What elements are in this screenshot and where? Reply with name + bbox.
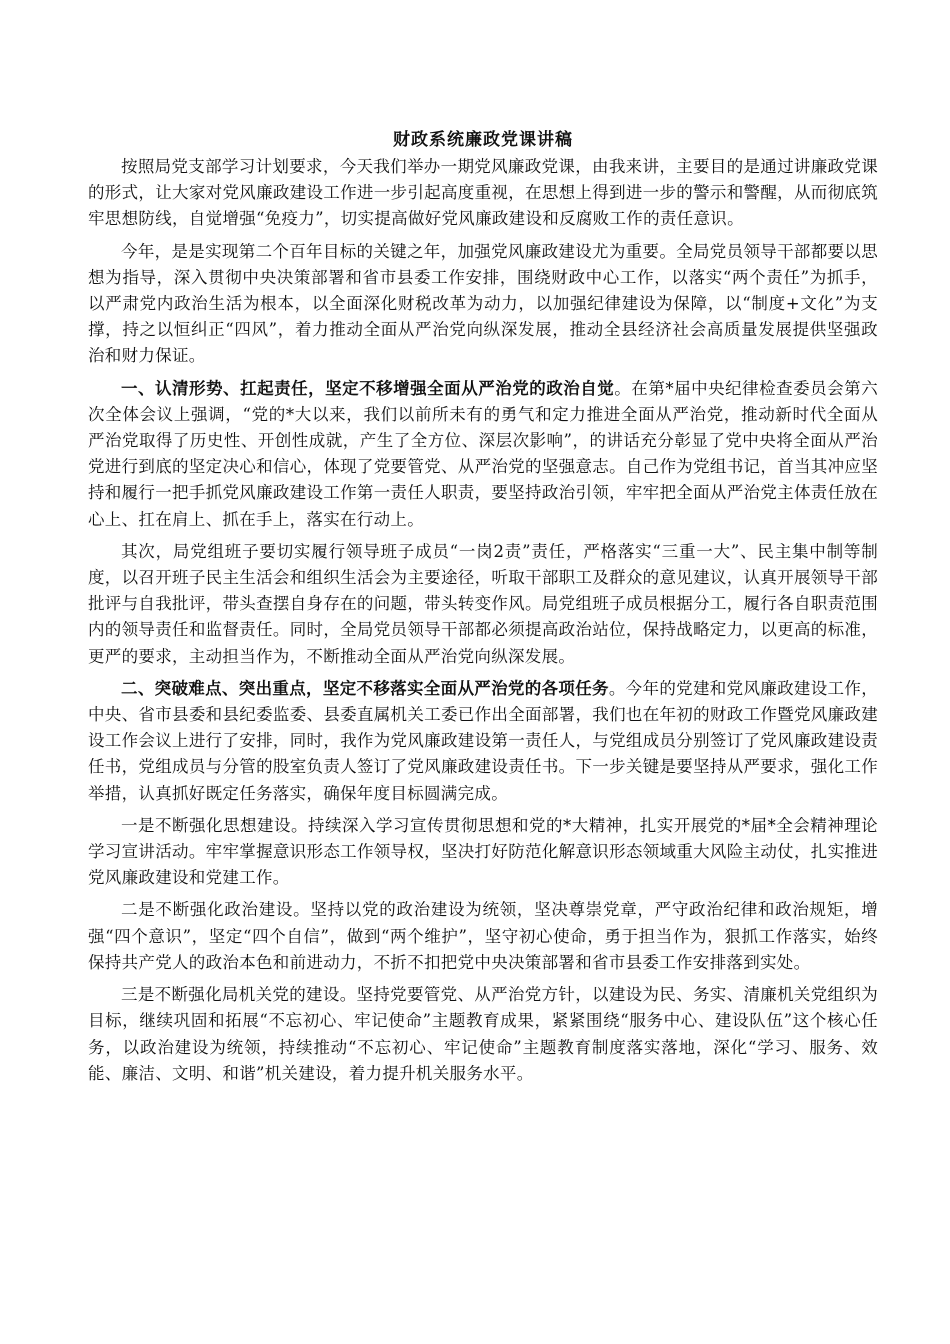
paragraph-text: 一是不断强化思想建设。持续深入学习宣传贯彻思想和党的*大精神，扎实开展党的*届*全会精神理论学习宣讲活动。牢牢掌握意识形态工作领导权，坚决打好防范化解意识形态领域重大风险主动仗，扎实推进党风廉政建设和党建工作。 <box>88 815 878 888</box>
paragraph-text: 。在第*届中央纪律检查委员会第六次全体会议上强调，“党的*大以来，我们以前所未有的勇气和定力推进全面从严治党，推动新时代全面从严治党取得了历史性、开创性成就，产生了全方位、深层次影响”，的讲话充分彰显了党中央将全面从严治党进行到底的坚定决心和信心，体现了党要管党、从严治党的坚强意志。自己作为党组书记，首当其冲应坚持和履行一把手抓党风廉政建设工作第一责任人职责，要坚持政治引领，牢牢把全面从严治党主体责任放在心上、扛在肩上、抓在手上，落实在行动上。 <box>88 378 878 529</box>
paragraph-section-one <box>88 376 878 533</box>
section-heading: 二、突破难点、突出重点，坚定不移落实全面从严治党的各项任务 <box>121 678 609 698</box>
paragraph-text: 三是不断强化局机关党的建设。坚持党要管党、从严治党方针，以建设为民、务实、清廉机关党组织为目标，继续巩固和拓展“不忘初心、牢记使命”主题教育成果，紧紧围绕“服务中心、建设队伍”这个核心任务，以政治建设为统领，持续推动“不忘初心、牢记使命”主题教育制度落实落地，深化“学习、服务、效能、廉洁、文明、和谐”机关建设，着力提升机关服务水平。 <box>88 985 878 1083</box>
paragraph-text: 。今年的党建和党风廉政建设工作，中央、省市县委和县纪委监委、县委直属机关工委已作出全面部署，我们也在年初的财政工作暨党风廉政建设工作会议上进行了安排，同时，我作为党风廉政建设第一责任人，与党组成员分别签订了党风廉政建设责任书，党组成员与分管的股室负责人签订了党风廉政建设责任书。下一步关键是要坚持从严要求，强化工作举措，认真抓好既定任务落实，确保年度目标圆满完成。 <box>88 678 878 803</box>
section-heading: 一、认清形势、扛起责任，坚定不移增强全面从严治党的政治自觉 <box>121 378 615 398</box>
paragraph-point-one <box>88 813 878 892</box>
paragraph-text: 其次，局党组班子要切实履行领导班子成员“一岗2责”责任，严格落实“三重一大”、民主集中制等制度，以召开班子民主生活会和组织生活会为主要途径，听取干部职工及群众的意见建议，认真开展领导干部批评与自我批评，带头查摆自身存在的问题，带头转变作风。局党组班子成员根据分工，履行各自职责范围内的领导责任和监督责任。同时，全局党员领导干部都必须提高政治站位，保持战略定力，以更高的标准，更严的要求，主动担当作为，不断推动全面从严治党向纵深发展。 <box>88 541 878 666</box>
paragraph-text: 按照局党支部学习计划要求，今天我们举办一期党风廉政党课，由我来讲，主要目的是通过讲廉政党课的形式，让大家对党风廉政建设工作进一步引起高度重视，在思想上得到进一步的警示和警醒，从而彻底筑牢思想防线，自觉增强“免疫力”，切实提高做好党风廉政建设和反腐败工作的责任意识。 <box>88 157 878 229</box>
paragraph-point-three <box>88 982 878 1087</box>
paragraph-text: 二是不断强化政治建设。坚持以党的政治建设为统领，坚决尊崇党章，严守政治纪律和政治规矩，增强“四个意识”，坚定“四个自信”，做到“两个维护”，坚守初心使命，勇于担当作为，狠抓工作落实，始终保持共产党人的政治本色和前进动力，不折不扣把党中央决策部署和省市县委工作安排落到实处。 <box>88 900 878 972</box>
document-page <box>88 128 878 1093</box>
paragraph-section-two <box>88 676 878 807</box>
paragraph-secondly <box>88 539 878 670</box>
paragraph-text: 今年，是是实现第二个百年目标的关键之年，加强党风廉政建设尤为重要。全局党员领导干部都要以思想为指导，深入贯彻中央决策部署和省市县委工作安排，围绕财政中心工作，以落实“两个责任”为抓手，以严肃党内政治生活为根本，以全面深化财税改革为动力，以加强纪律建设为保障，以“制度+文化”为支撑，持之以恒纠正“四风”，着力推动全面从严治党向纵深发展，推动全县经济社会高质量发展提供坚强政治和财力保证。 <box>88 241 878 366</box>
document-title: 财政系统廉政党课讲稿 <box>393 130 573 150</box>
paragraph-overview <box>88 239 878 370</box>
paragraph-point-two <box>88 897 878 976</box>
paragraph-intro <box>88 154 878 233</box>
